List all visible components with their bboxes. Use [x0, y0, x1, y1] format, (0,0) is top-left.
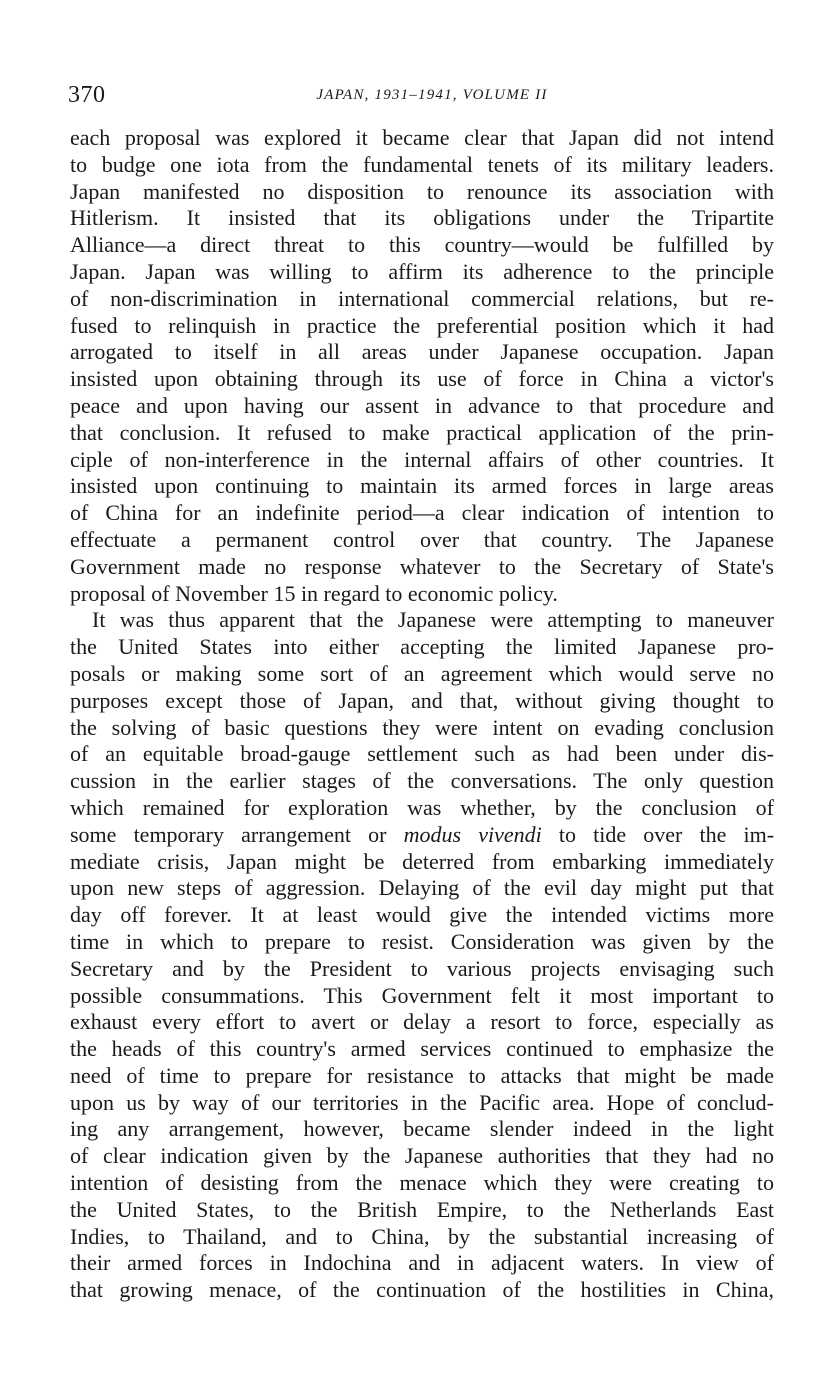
text-line: possible consummations. This Government felt it most important to: [70, 982, 774, 1008]
text-line: fused to relinquish in practice the preferential position which it had: [70, 312, 774, 338]
text-line: Indies, to Thailand, and to China, by the substantial increasing of: [70, 1223, 774, 1249]
text-line: Government made no response whatever to the Secretary of State's: [70, 553, 774, 579]
page-number: 370: [68, 82, 106, 108]
text-line: It was thus apparent that the Japanese were attempting to maneuver: [92, 607, 774, 633]
text-line: day off forever. It at least would give the intended victims more: [70, 902, 774, 928]
text-line: peace and upon having our assent in advance to that procedure and: [70, 392, 774, 418]
text-line: [70, 822, 774, 849]
text-line: insisted upon continuing to maintain its armed forces in large areas: [70, 473, 774, 499]
text-line: mediate crisis, Japan might be deterred from embarking immediately: [70, 848, 774, 874]
text-line: the United States, to the British Empire, to the Netherlands East: [70, 1196, 774, 1222]
text-line: Japan manifested no disposition to renounce its association with: [70, 178, 774, 204]
text-line: each proposal was explored it became clear that Japan did not intend: [70, 125, 774, 150]
running-title: JAPAN, 1931–1941, VOLUME II: [316, 87, 548, 103]
text-line: purposes except those of Japan, and that, without giving thought to: [70, 687, 774, 713]
text-line: exhaust every effort to avert or delay a resort to force, especially as: [70, 1009, 774, 1035]
text-line: of China for an indefinite period—a clear indication of intention to: [70, 500, 774, 526]
text-line: Japan. Japan was willing to affirm its adherence to the principle: [70, 258, 774, 284]
text-line: ciple of non-interference in the internal affairs of other countries. It: [70, 446, 774, 472]
text-line: that growing menace, of the continuation of the hostilities in China,: [70, 1277, 774, 1303]
text-line: of non-discrimination in international commercial relations, but re-: [70, 285, 774, 311]
italic-term: modus vivendi: [403, 821, 542, 847]
text-fragment: some temporary arrangement or: [70, 821, 404, 847]
text-fragment: to tide over the im-: [541, 821, 775, 847]
text-line: the solving of basic questions they were intent on evading conclusion: [70, 714, 774, 740]
text-line: to budge one iota from the fundamental tenets of its military leaders.: [70, 151, 774, 177]
text-line: that conclusion. It refused to make practical application of the prin-: [70, 419, 774, 445]
text-line: insisted upon obtaining through its use of force in China a victor's: [70, 366, 774, 392]
text-line: intention of desisting from the menace which they were creating to: [70, 1170, 774, 1196]
text-line: Secretary and by the President to various projects envisaging such: [70, 955, 774, 981]
running-head: [68, 82, 776, 110]
text-line: proposal of November 15 in regard to economic policy.: [70, 580, 558, 606]
text-line: posals or making some sort of an agreement which would serve no: [70, 660, 774, 686]
text-line: need of time to prepare for resistance to attacks that might be made: [70, 1062, 774, 1088]
text-line: effectuate a permanent control over that country. The Japanese: [70, 526, 774, 552]
text-line: of an equitable broad-gauge settlement such as had been under dis-: [70, 741, 774, 767]
text-line: the United States into either accepting the limited Japanese pro-: [70, 634, 774, 660]
text-line: of clear indication given by the Japanese authorities that they had no: [70, 1143, 774, 1169]
text-line: which remained for exploration was whether, by the conclusion of: [70, 794, 774, 820]
text-line: upon us by way of our territories in the Pacific area. Hope of conclud-: [70, 1089, 774, 1115]
text-line: ing any arrangement, however, became slender indeed in the light: [70, 1116, 774, 1142]
text-line: the heads of this country's armed services continued to emphasize the: [70, 1036, 774, 1062]
text-line: Alliance—a direct threat to this country—would be fulfilled by: [70, 232, 774, 258]
text-line: cussion in the earlier stages of the conversations. The only question: [70, 768, 774, 794]
text-line: upon new steps of aggression. Delaying of the evil day might put that: [70, 875, 774, 901]
text-line: their armed forces in Indochina and in adjacent waters. In view of: [70, 1250, 774, 1276]
text-line: Hitlerism. It insisted that its obligations under the Tripartite: [70, 205, 774, 231]
body-text: [70, 125, 774, 1304]
text-line: arrogated to itself in all areas under Japanese occupation. Japan: [70, 339, 774, 365]
text-line: time in which to prepare to resist. Consideration was given by the: [70, 928, 774, 954]
